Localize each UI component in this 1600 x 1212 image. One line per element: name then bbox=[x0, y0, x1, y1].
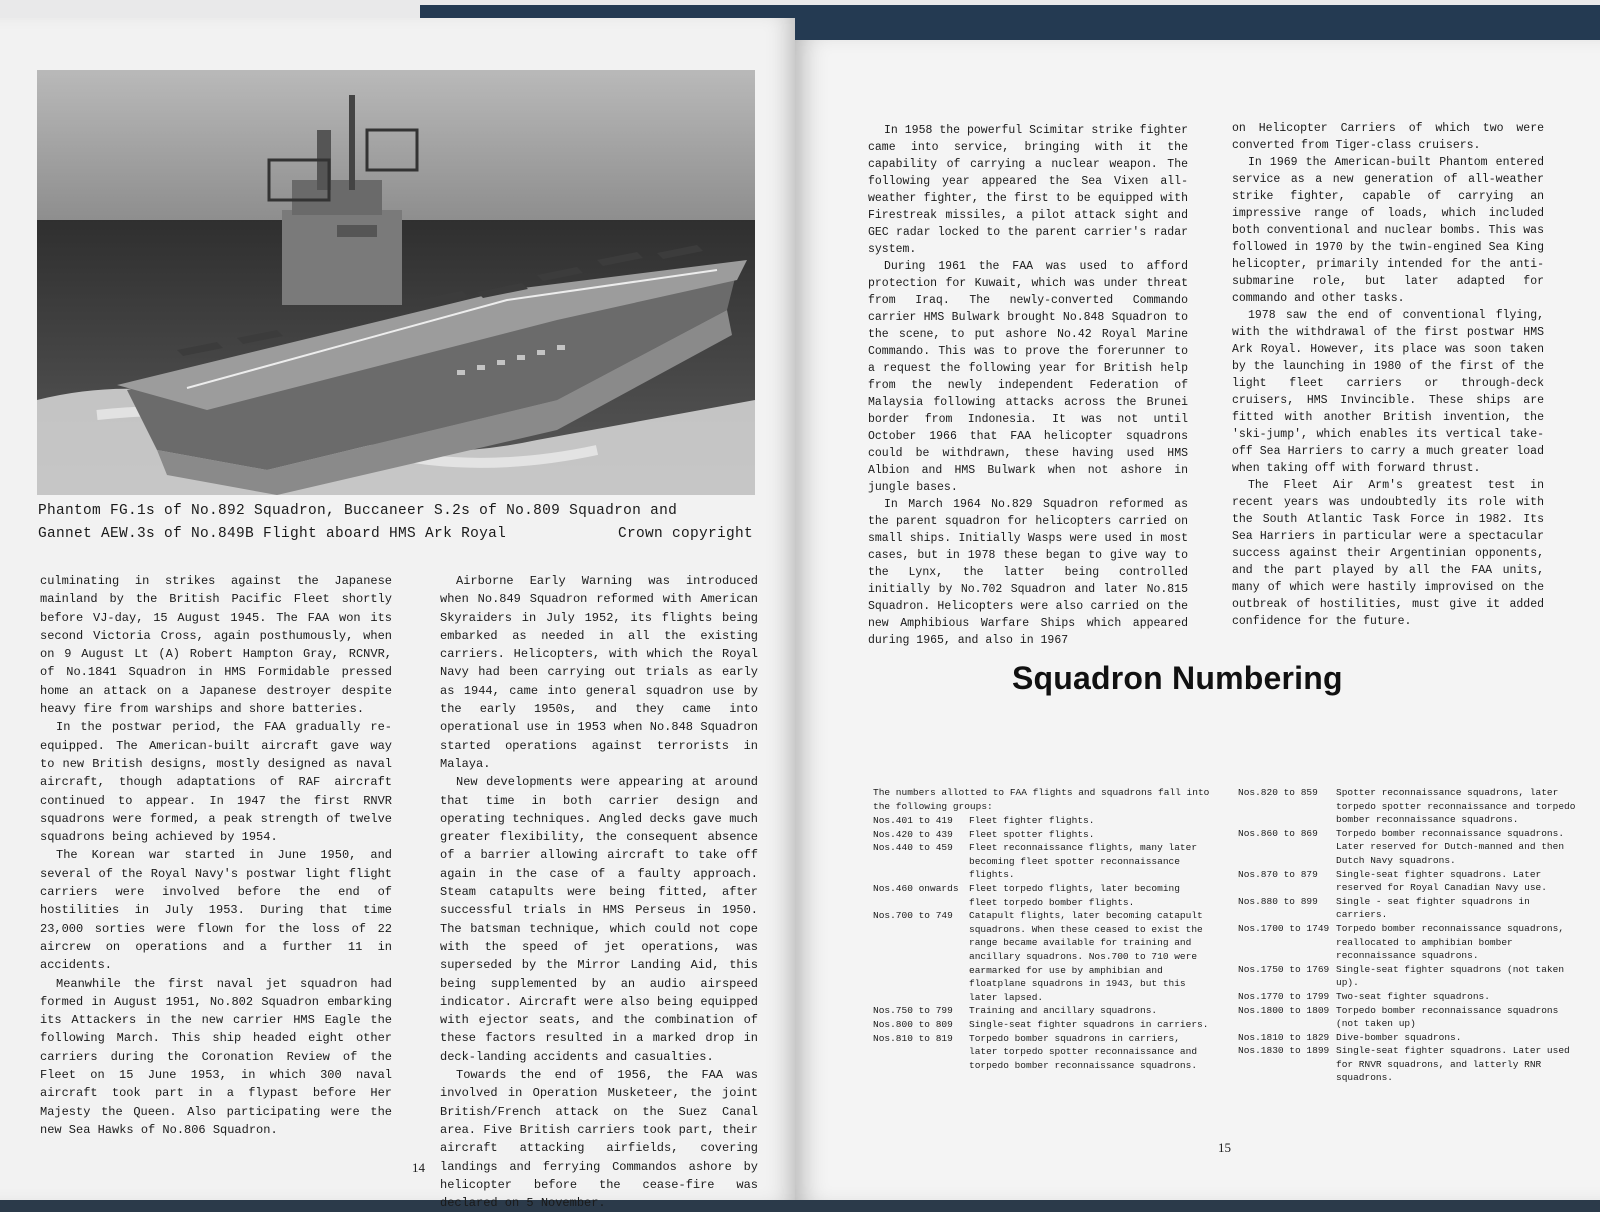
paragraph: In 1969 the American-built Phantom entered service as a new generation of all-weather strike fighter, capable of carrying an impressive range of loads, which included both conventional and nuclear bombs. This was followed in 1970 by the twin-engined Sea King helicopter, primarily intended for the anti-submarine role, but later adapted for commando and other tasks. bbox=[1232, 156, 1544, 305]
photo-caption bbox=[38, 500, 753, 546]
list-item: Nos.1750 to 1769 Single-seat fighter squadrons (not taken up). bbox=[1238, 963, 1565, 989]
paragraph: In 1958 the powerful Scimitar strike fighter came into service, bringing with it the capability of carrying a nuclear weapon. The following year appeared the Sea Vixen all-weather fighter, the first to be equipped with Firestreak missiles, a pilot attack sight and GEC radar locked to the parent carrier's radar system. bbox=[868, 124, 1188, 256]
aircraft-carrier-photo bbox=[37, 70, 755, 495]
paragraph: The Fleet Air Arm's greatest test in recent years was undoubtedly its role with the South Atlantic Task Force in 1982. Its Sea Harriers in particular were a spectacular success against their Argentinian opponents, and the part played by all the FAA units, many of which were hastily improvised on the outbreak of hostilities, must give it added confidence for the future. bbox=[1232, 479, 1544, 628]
page15-column-1 bbox=[868, 122, 1188, 649]
list-item: Nos.810 to 819 Torpedo bomber squadrons in carriers, later torpedo spotter reconnaissance and torpedo bomber reconnaissance squadrons. bbox=[873, 1032, 1198, 1071]
paragraph: Airborne Early Warning was introduced when No.849 Squadron reformed with American Skyraiders in July 1952, its flights being embarked as needed in all the existing carriers. Helicopters, with which the Royal Navy had been carrying out trials as early as 1944, came into general squadron use by the early 1950s, and they came into operational use in 1953 when No.848 Squadron started operations against terrorists in Malaya. bbox=[440, 574, 758, 771]
paragraph: In the postwar period, the FAA gradually re-equipped. The American-built aircraft gave way to new British designs, mostly designed as naval aircraft, though adaptations of RAF aircraft continued to appear. In 1947 the first RNVR squadrons were formed, a peak strength of twelve squadrons being achieved by 1954. bbox=[40, 720, 392, 845]
paragraph: In March 1964 No.829 Squadron reformed as the parent squadron for helicopters carried on small ships. Initially Wasps were used in most cases, but in 1978 these began to give way to the Lynx, the latter being controlled initially by No.702 Squadron and later No.815 Squadron. Helicopters were also carried on the new Amphibious Warfare Ships which appeared during 1965, and also in 1967 bbox=[868, 498, 1188, 647]
list-item: Nos.401 to 419 Fleet fighter flights. bbox=[873, 815, 1095, 826]
paragraph: 1978 saw the end of conventional flying, with the withdrawal of the first postwar HMS Ark Royal. However, its place was soon taken by the launching in 1980 of the first of the light fleet carriers or through-deck cruisers, HMS Invincible. These ships are fitted with another British invention, the 'ski-jump', which enables its vertical take-off Sea Harriers to carry a much greater load when taking off with forward thrust. bbox=[1232, 309, 1544, 475]
paragraph: on Helicopter Carriers of which two were converted from Tiger-class cruisers. bbox=[1232, 122, 1544, 152]
carrier-illustration bbox=[37, 70, 755, 495]
paragraph: Towards the end of 1956, the FAA was involved in Operation Musketeer, the joint British/French attack on the Suez Canal area. Five British carriers took part, their aircraft attacking airfields, covering landings and ferrying Commandos ashore by helicopter before the cease-fire was declared on 5 November. bbox=[440, 1068, 758, 1211]
numbering-intro: The numbers allotted to FAA flights and squadrons fall into the following groups: bbox=[873, 787, 1210, 812]
list-item: Nos.820 to 859 Spotter reconnaissance squadrons, later torpedo spotter reconnaissance and torpedo bomber reconnaissance squadrons. bbox=[1238, 787, 1576, 826]
list-item: Nos.440 to 459 Fleet reconnaissance flights, many later becoming fleet spotter reconnaissance flights. bbox=[873, 842, 1198, 881]
page15-column-2 bbox=[1232, 120, 1544, 630]
list-item: Nos.700 to 749 Catapult flights, later becoming catapult squadrons. When these ceased to exist the range became available for training and ancillary squadrons. Nos.700 to 710 were earmarked for use by amphibian and floatplane squadrons in 1943, but this later lapsed. bbox=[873, 910, 1203, 1003]
list-item: Nos.800 to 809 Single-seat fighter squadrons in carriers. bbox=[873, 1018, 1209, 1030]
page-number-14: 14 bbox=[412, 1160, 425, 1175]
caption-line-1: Phantom FG.1s of No.892 Squadron, Buccaneer S.2s of No.809 Squadron and bbox=[38, 503, 678, 519]
list-item: Nos.1830 to 1899 Single-seat fighter squadrons. Later used for RNVR squadrons, and latterly RNR squadrons. bbox=[1238, 1045, 1570, 1084]
list-item: Nos.420 to 439 Fleet spotter flights. bbox=[873, 828, 1095, 840]
paragraph: New developments were appearing at around that time in both carrier design and operating techniques. Angled decks gave much greater flexibility, the consequent absence of a barrier allowing aircraft to take off again in the case of a faulty approach. Steam catapults were being fitted, after successful trials in HMS Perseus in 1950. The batsman technique, which could not cope with the speed of jet operations, was superseded by the Mirror Landing Aid, this being supplemented by an audio airspeed indicator. Aircraft were also being equipped with ejector seats, and the combination of these factors resulted in a marked drop in deck-landing accidents and casualties. bbox=[440, 775, 758, 1064]
list-item: Nos.860 to 869 Torpedo bomber reconnaissance squadrons. Later reserved for Dutch-manned and then Dutch Navy squadrons. bbox=[1238, 827, 1565, 866]
list-item: Nos.870 to 879 Single-seat fighter squadrons. Later reserved for Royal Canadian Navy use. bbox=[1238, 868, 1547, 894]
paragraph: The Korean war started in June 1950, and several of the Royal Navy's postwar light flight carriers were involved before the end of hostilities in July 1953. During that time 23,000 sorties were flown for the loss of 22 aircrew on operations and a further 11 in accidents. bbox=[40, 848, 392, 973]
list-item: Nos.1770 to 1799 Two-seat fighter squadrons. bbox=[1238, 990, 1490, 1002]
list-item: Nos.750 to 799 Training and ancillary squadrons. bbox=[873, 1005, 1158, 1017]
page14-column-1 bbox=[40, 572, 392, 1139]
paragraph: During 1961 the FAA was used to afford protection for Kuwait, which was under threat from Iraq. The newly-converted Commando carrier HMS Bulwark brought No.848 Squadron to the scene, to put ashore No.42 Royal Marine Commando. This was to prove the forerunner to a request the following year for British help from the newly independent Federation of Malaysia following attacks across the Brunei border from Indonesia. It was not until October 1966 that FAA helicopter squadrons could be withdrawn, these having used HMS Albion and HMS Bulwark when not ashore in jungle bases. bbox=[868, 260, 1188, 494]
caption-line-2: Gannet AEW.3s of No.849B Flight aboard HMS Ark Royal bbox=[38, 526, 507, 542]
paragraph: Meanwhile the first naval jet squadron had formed in August 1951, No.802 Squadron embarking its Attackers in the new carrier HMS Eagle the following March. This ship headed eight other carriers during the Coronation Review of the Fleet on 15 June 1953, in which 300 naval aircraft took part in a flypast before Her Majesty the Queen. Also participating were the new Sea Hawks of No.806 Squadron. bbox=[40, 976, 392, 1137]
caption-credit: Crown copyright bbox=[617, 526, 753, 542]
list-item: Nos.460 onwards Fleet torpedo flights, later becoming fleet torpedo bomber flights. bbox=[873, 882, 1180, 908]
list-item: Nos.1700 to 1749 Torpedo bomber reconnaissance squadrons, reallocated to amphibian bomber reconnaissance squadrons. bbox=[1238, 922, 1565, 962]
page-number-15: 15 bbox=[1218, 1140, 1231, 1155]
section-heading: Squadron Numbering bbox=[1012, 660, 1343, 696]
numbering-list-left bbox=[873, 814, 1213, 1072]
paragraph: culminating in strikes against the Japanese mainland by the British Pacific Fleet shortly before VJ-day, 15 August 1945. The FAA won its second Victoria Cross, again posthumously, when on 9 August Lt (A) Robert Hampton Gray, RCNVR, of No.1841 Squadron in HMS Formidable pressed home an attack on a Japanese destroyer despite heavy fire from warships and shore batteries. bbox=[40, 574, 392, 717]
page14-column-2 bbox=[440, 572, 758, 1212]
list-item: Nos.1810 to 1829 Dive-bomber squadrons. bbox=[1238, 1031, 1462, 1043]
list-item: Nos.880 to 899 Single - seat fighter squadrons in carriers. bbox=[1238, 895, 1530, 921]
list-item: Nos.1800 to 1809 Torpedo bomber reconnaissance squadrons (not taken up) bbox=[1238, 1004, 1559, 1030]
numbering-list-right bbox=[1238, 786, 1578, 1085]
